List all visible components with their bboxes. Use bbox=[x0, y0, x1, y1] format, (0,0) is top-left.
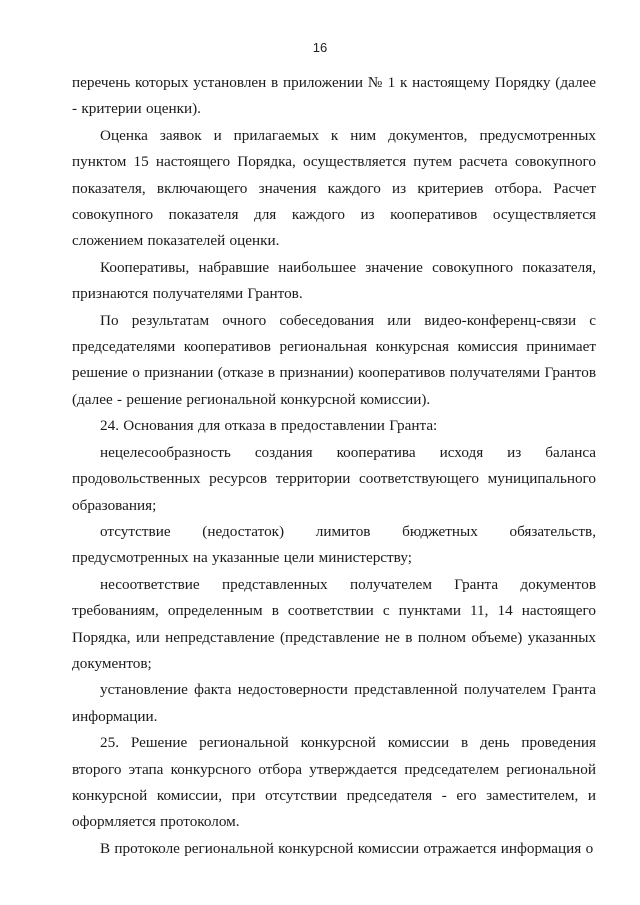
paragraph-protocol: В протоколе региональной конкурсной комиссии отражается информация о bbox=[100, 839, 594, 857]
paragraph-interview: По результатам очного собеседования или видео-конференц-связи с председателями кооперативов региональная конкурсная комиссия принимает решение о признании (отказе в признании) кооперативов получателями Грантов (далее - решение региональной конкурсной комиссии). bbox=[72, 311, 596, 408]
document-body bbox=[72, 70, 596, 862]
paragraph-item-25: 25. Решение региональной конкурсной комиссии в день проведения второго этапа конкурсного отбора утверждается председателем региональной конкурсной комиссии, при отсутствии председателя - его заместителем, и оформляется протоколом. bbox=[72, 734, 596, 831]
paragraph-recipients: Кооперативы, набравшие наибольшее значение совокупного показателя, признаются получателями Грантов. bbox=[72, 258, 596, 303]
paragraph-criteria-continuation: перечень которых установлен в приложении № 1 к настоящему Порядку (далее - критерии оценки). bbox=[72, 74, 596, 118]
page-number: 16 bbox=[312, 40, 328, 55]
paragraph-reason-limits: отсутствие (недостаток) лимитов бюджетных обязательств, предусмотренных на указанные цели министерству; bbox=[72, 522, 596, 567]
paragraph-reason-documents: несоответствие представленных получателем Гранта документов требованиям, определенным в соответствии с пунктами 11, 14 настоящего Порядка, или непредставление (представление не в полном объеме) указанных документов; bbox=[72, 575, 596, 672]
paragraph-evaluation: Оценка заявок и прилагаемых к ним документов, предусмотренных пунктом 15 настоящего Порядка, осуществляется путем расчета совокупного показателя, включающего значения каждого из критериев отбора. Расчет совокупного показателя для каждого из кооперативов осуществляется сложением показателей оценки. bbox=[72, 126, 596, 250]
paragraph-item-24-heading: 24. Основания для отказа в предоставлении Гранта: bbox=[100, 417, 438, 435]
paragraph-reason-inexpedience: нецелесообразность создания кооператива исходя из баланса продовольственных ресурсов территории соответствующего муниципального образования; bbox=[72, 443, 596, 514]
paragraph-reason-unreliable-info: установление факта недостоверности представленной получателем Гранта информации. bbox=[72, 681, 596, 725]
